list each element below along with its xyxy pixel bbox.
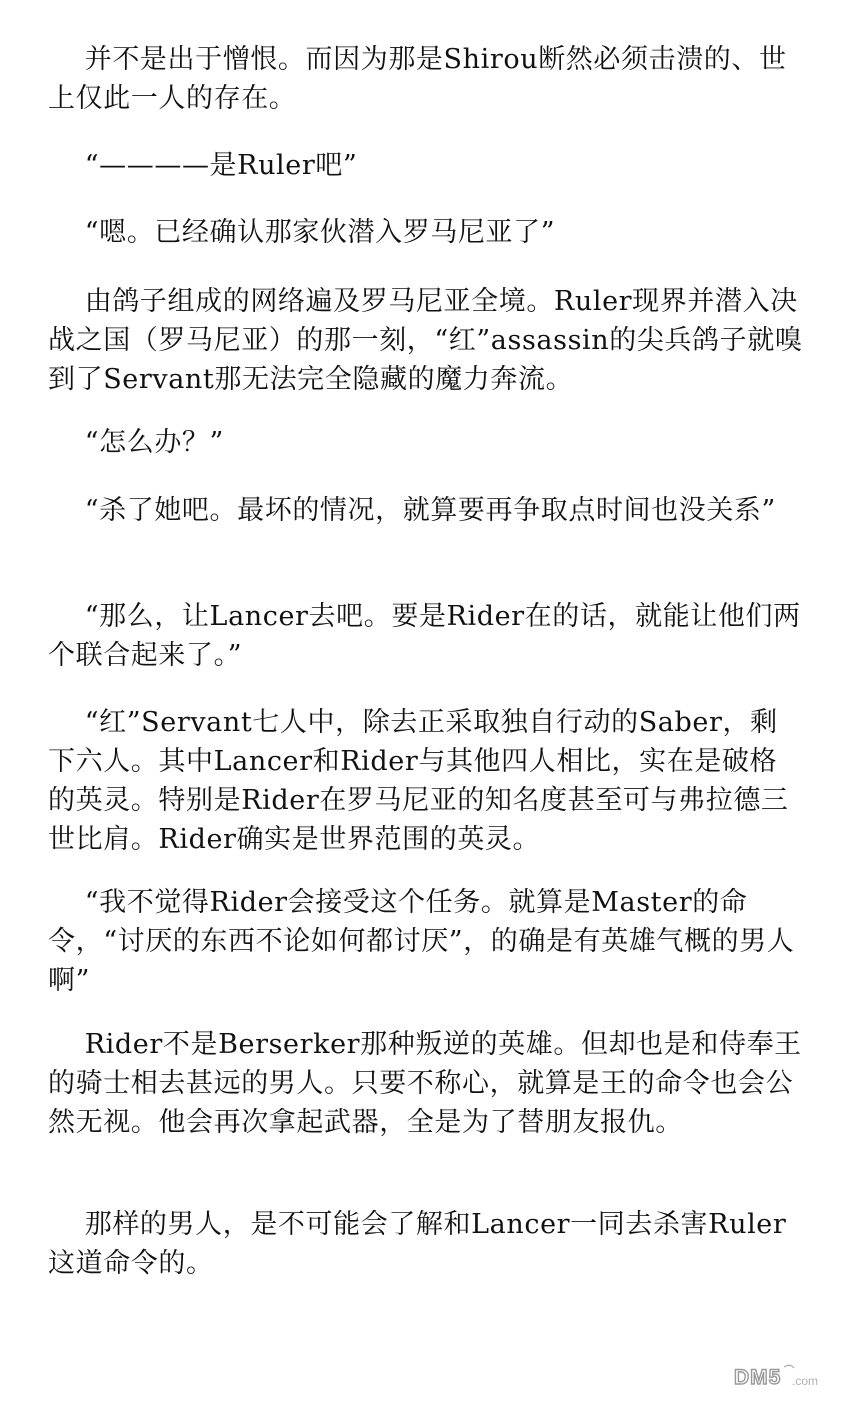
paragraph-7: “那么，让Lancer去吧。要是Rider在的话，就能让他们两个联合起来了。” (48, 601, 801, 671)
paragraph-3: “嗯。已经确认那家伙潜入罗马尼亚了” (48, 217, 556, 248)
paragraph-10: Rider不是Berserker那种叛逆的英雄。但却也是和侍奉王的骑士相去甚远的男人。只要不称心，就算是王的命令也会公然无视。他会再次拿起武器，全是为了替朋友报仇。 (48, 1029, 802, 1138)
paragraph-11: 那样的男人，是不可能会了解和Lancer一同去杀害Ruler这道命令的。 (48, 1209, 787, 1279)
watermark-suffix: .com (792, 1374, 819, 1388)
paragraph-2: “————是Ruler吧” (48, 150, 358, 181)
paragraph-6: “杀了她吧。最坏的情况，就算要再争取点时间也没关系” (48, 495, 776, 526)
paragraph-9: “我不觉得Rider会接受这个任务。就算是Master的命令，“讨厌的东西不论如何都讨厌”，的确是有英雄气概的男人啊” (48, 887, 795, 996)
paragraph-4: 由鸽子组成的网络遍及罗马尼亚全境。Ruler现界并潜入决战之国（罗马尼亚）的那一刻，“红”assassin的尖兵鸽子就嗅到了Servant那无法完全隐藏的魔力奔流。 (48, 286, 803, 395)
watermark-text: DM5 (734, 1366, 782, 1389)
paragraph-5: “怎么办？” (48, 427, 224, 458)
paragraph-8: “红”Servant七人中，除去正采取独自行动的Saber，剩下六人。其中Lancer和Rider与其他四人相比，实在是破格的英灵。特别是Rider在罗马尼亚的知名度甚至可与弗拉德三世比肩。Rider确实是世界范围的英灵。 (48, 707, 789, 855)
paragraph-1: 并不是出于憎恨。而因为那是Shirou断然必须击溃的、世上仅此一人的存在。 (48, 44, 787, 114)
dm5-watermark-logo (732, 1363, 836, 1389)
